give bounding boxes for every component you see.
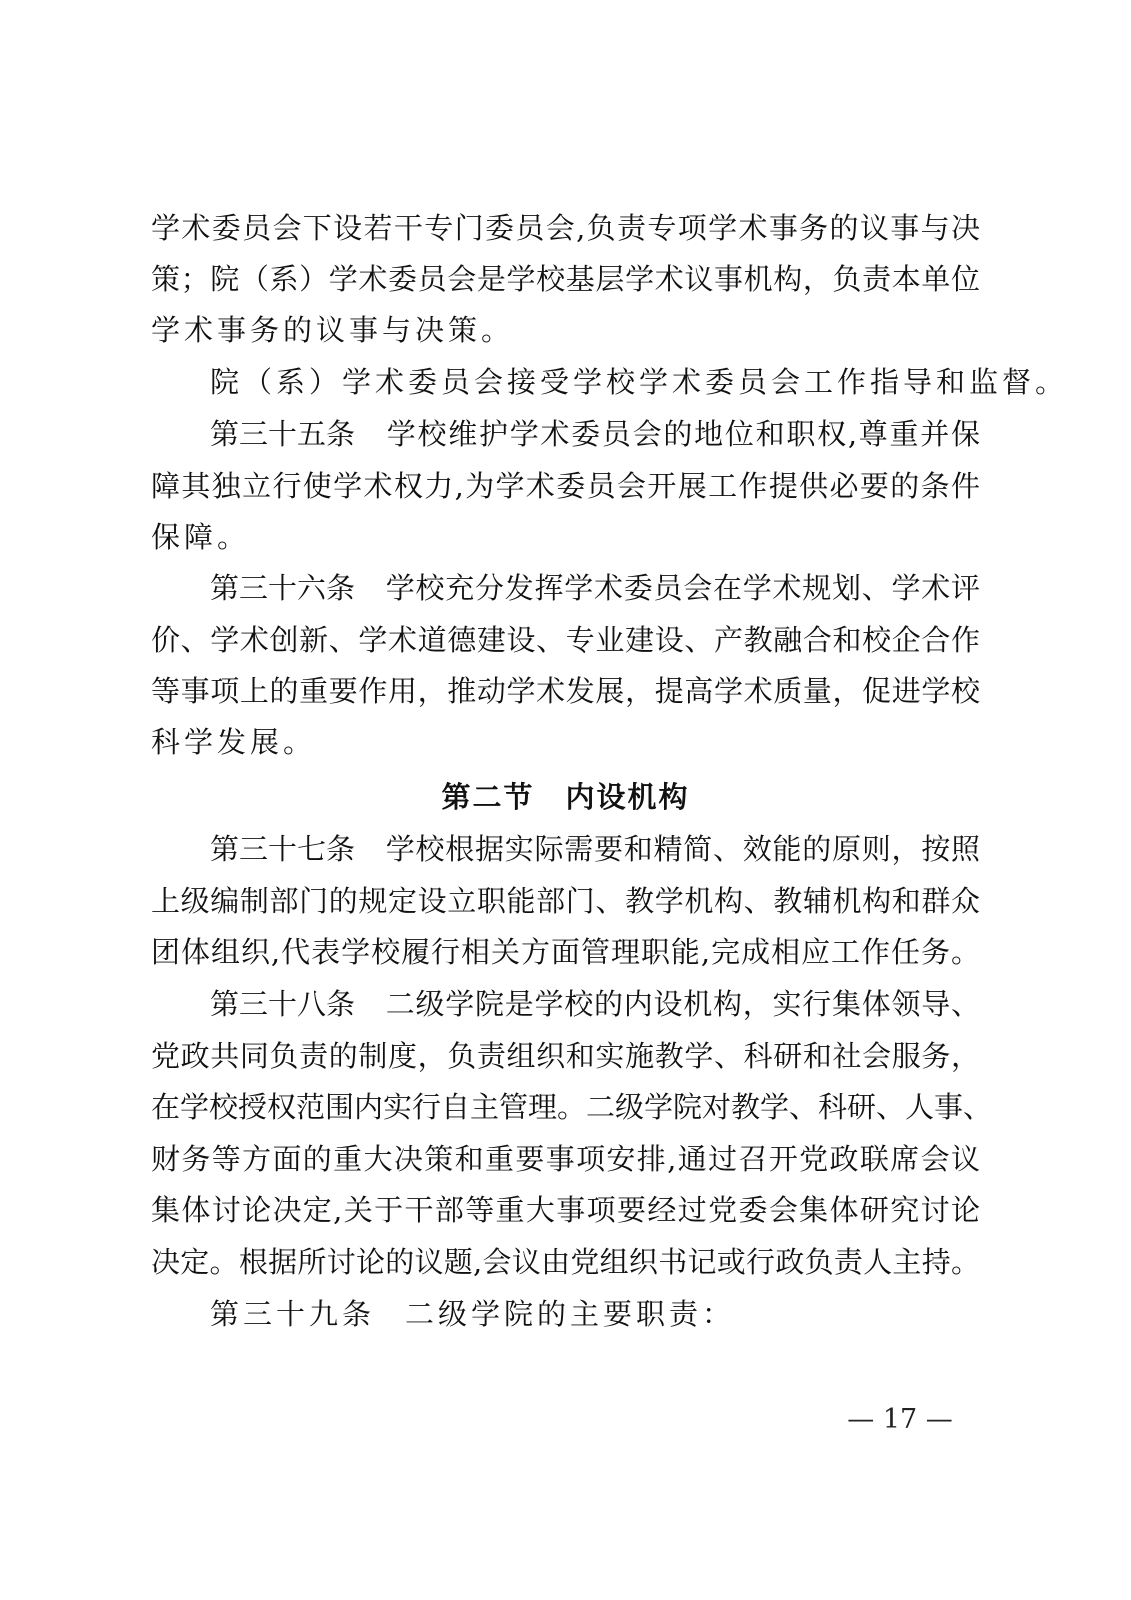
paragraph-line: 保障。 (151, 520, 251, 554)
article-35-first-line (210, 414, 980, 454)
section-heading: 第二节 内设机构 (441, 780, 690, 814)
paragraph-line: 学术委员会下设若干专门委员会,负责专项学术事务的议事与决 (151, 211, 980, 245)
paragraph-line: 等事项上的重要作用，推动学术发展，提高学术质量，促进学校 (151, 674, 980, 708)
paragraph-line: 上级编制部门的规定设立职能部门、教学机构、教辅机构和群众 (151, 884, 980, 918)
paragraph-line: 障其独立行使学术权力,为学术委员会开展工作提供必要的条件 (151, 469, 980, 503)
article-number: 第三十五条 (210, 417, 356, 451)
paragraph-line: 集体讨论决定,关于干部等重大事项要经过党委会集体研究讨论 (151, 1193, 980, 1227)
article-37-first-line (210, 829, 980, 869)
article-39-first-line (210, 1294, 980, 1334)
article-number: 第三十七条 (210, 832, 356, 866)
paragraph-line: 学术事务的议事与决策。 (151, 313, 515, 347)
article-36-first-line (210, 568, 980, 608)
paragraph-line: 团体组织,代表学校履行相关方面管理职能,完成相应工作任务。 (151, 935, 980, 969)
article-text: 二级学院是学校的内设机构，实行集体领导、 (385, 987, 980, 1021)
paragraph-line: 决定。根据所讨论的议题,会议由党组织书记或行政负责人主持。 (151, 1245, 980, 1279)
article-number: 第三十九条 (210, 1297, 376, 1331)
paragraph-line: 院（系）学术委员会接受学校学术委员会工作指导和监督。 (210, 365, 1069, 399)
article-38-first-line (210, 984, 980, 1024)
article-number: 第三十六条 (210, 571, 356, 605)
paragraph-line: 党政共同负责的制度，负责组织和实施教学、科研和社会服务， (151, 1039, 980, 1073)
page-number: — 17 — (847, 1404, 953, 1435)
article-text: 学校充分发挥学术委员会在学术规划、学术评 (385, 571, 980, 605)
paragraph-line: 在学校授权范围内实行自主管理。二级学院对教学、科研、人事、 (151, 1090, 993, 1124)
paragraph-line: 策；院（系）学术委员会是学校基层学术议事机构，负责本单位 (151, 262, 980, 296)
article-text: 学校根据实际需要和精简、效能的原则，按照 (385, 832, 980, 866)
article-text: 学校维护学术委员会的地位和职权,尊重并保 (385, 417, 980, 451)
paragraph-line: 科学发展。 (151, 725, 317, 759)
article-text: 二级学院的主要职责： (405, 1297, 736, 1331)
paragraph-line: 财务等方面的重大决策和重要事项安排,通过召开党政联席会议 (151, 1142, 980, 1176)
paragraph-line: 价、学术创新、学术道德建设、专业建设、产教融合和校企合作 (151, 623, 980, 657)
article-number: 第三十八条 (210, 987, 356, 1021)
